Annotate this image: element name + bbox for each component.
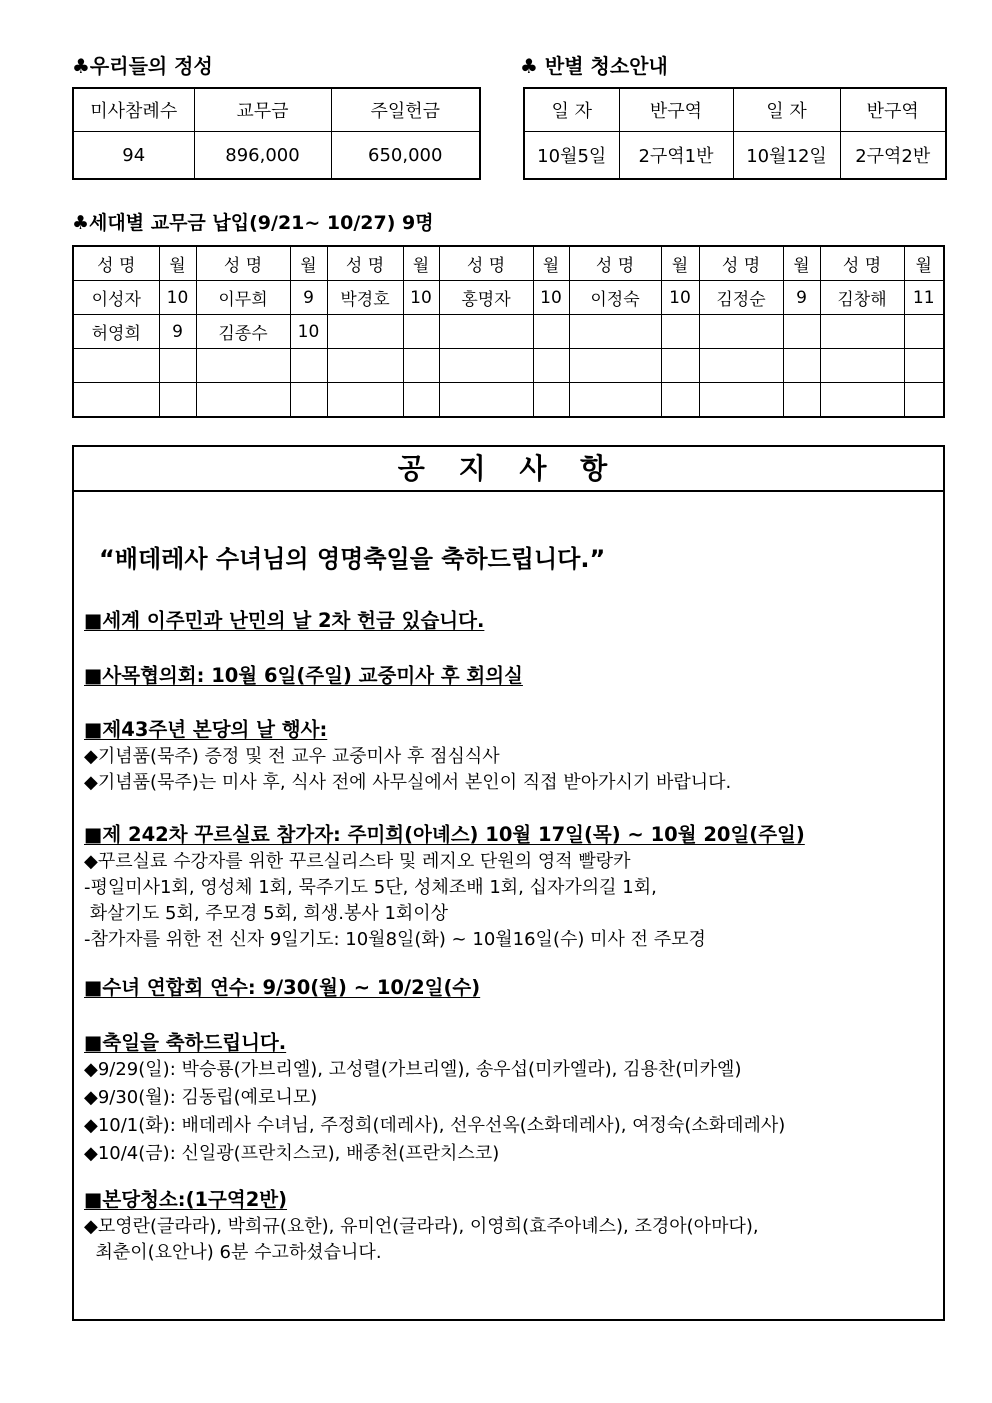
dues-header-month: 월 [661,246,699,281]
notice-item-heading: ■본당청소:(1구역2반) [84,1188,288,1211]
notice-item-line: ◆9/30(월): 김동립(예로니모) [84,1087,318,1108]
offering-table [72,87,481,180]
notice-item-line: ◆꾸르실료 수강자를 위한 꾸르실리스타 및 레지오 단원의 영적 빨랑카 [84,851,631,872]
dues-name-cell [196,349,290,383]
cleaning-value: 2구역2반 [840,132,946,180]
dues-month-cell: 9 [783,281,820,315]
dues-month-cell: 10 [661,281,699,315]
offering-value: 650,000 [331,132,480,180]
dues-month-cell [159,383,196,418]
dues-month-cell [533,349,569,383]
dues-name-cell [73,349,159,383]
dues-header-month: 월 [159,246,196,281]
dues-name-cell [699,349,783,383]
dues-table [72,245,945,418]
dues-name-cell [439,349,533,383]
dues-month-cell [661,349,699,383]
notice-item-line: 최춘이(요안나) 6분 수고하셨습니다. [84,1242,382,1263]
dues-month-cell: 9 [159,315,196,349]
notice-item-heading: ■세계 이주민과 난민의 날 2차 헌금 있습니다. [84,609,485,632]
cleaning-value: 10월5일 [524,132,619,180]
cleaning-value: 10월12일 [733,132,840,180]
dues-month-cell: 10 [403,281,439,315]
dues-row [73,315,944,349]
notice-box [72,445,945,1321]
notice-item-heading: ■사목협의회: 10월 6일(주일) 교중미사 후 회의실 [84,664,523,687]
dues-name-cell: 김정순 [699,281,783,315]
dues-month-cell [661,383,699,418]
dues-name-cell [569,383,661,418]
dues-month-cell [290,349,327,383]
dues-header-name: 성 명 [820,246,904,281]
dues-month-cell [904,315,944,349]
dues-header-name: 성 명 [196,246,290,281]
cleaning-header: 반구역 [619,88,733,132]
notice-item-line: ◆기념품(묵주)는 미사 후, 식사 전에 사무실에서 본인이 직접 받아가시기 바랍니다. [84,772,732,793]
dues-header-name: 성 명 [73,246,159,281]
dues-month-cell [661,315,699,349]
dues-name-cell: 이정숙 [569,281,661,315]
dues-month-cell: 10 [533,281,569,315]
dues-month-cell: 9 [290,281,327,315]
offering-title: ♣우리들의 정성 [72,54,213,78]
dues-month-cell [159,349,196,383]
cleaning-header: 반구역 [840,88,946,132]
cleaning-header: 일 자 [524,88,619,132]
dues-header-month: 월 [533,246,569,281]
dues-row [73,281,944,315]
notice-item-heading: ■축일을 축하드립니다. [84,1031,287,1054]
notice-item-line: ◆10/4(금): 신일광(프란치스코), 배종천(프란치스코) [84,1143,500,1164]
notice-item-line: -평일미사1회, 영성체 1회, 묵주기도 5단, 성체조배 1회, 십자가의길 1회, [84,877,657,898]
dues-month-cell [290,383,327,418]
dues-row [73,349,944,383]
dues-month-cell [904,383,944,418]
cleaning-title: ♣ 반별 청소안내 [520,54,668,78]
dues-header-name: 성 명 [699,246,783,281]
dues-name-cell: 김종수 [196,315,290,349]
dues-month-cell [403,383,439,418]
notice-item-line: ◆기념품(묵주) 증정 및 전 교우 교중미사 후 점심식사 [84,746,500,767]
dues-name-cell: 홍명자 [439,281,533,315]
dues-name-cell [439,315,533,349]
dues-name-cell: 박경호 [327,281,403,315]
dues-name-cell [569,349,661,383]
offering-value: 94 [73,132,194,180]
notice-quote: “배데레사 수녀님의 영명축일을 축하드립니다.” [99,545,606,573]
dues-name-cell: 이성자 [73,281,159,315]
dues-month-cell [904,349,944,383]
dues-header-name: 성 명 [569,246,661,281]
dues-name-cell [327,383,403,418]
notice-item-line: ◆10/1(화): 배데레사 수녀님, 주정희(데레사), 선우선옥(소화데레사), 여정숙(소화데레사) [84,1115,786,1136]
notice-item-heading: ■제43주년 본당의 날 행사: [84,718,328,741]
dues-name-cell [569,315,661,349]
dues-name-cell: 김창해 [820,281,904,315]
offering-value: 896,000 [194,132,331,180]
dues-month-cell [533,383,569,418]
dues-header-month: 월 [783,246,820,281]
dues-month-cell [783,349,820,383]
offering-header: 미사참례수 [73,88,194,132]
offering-header: 교무금 [194,88,331,132]
notice-title: 공 지 사 항 [74,447,943,492]
dues-month-cell [403,315,439,349]
dues-name-cell [699,383,783,418]
cleaning-header: 일 자 [733,88,840,132]
dues-name-cell [699,315,783,349]
cleaning-value: 2구역1반 [619,132,733,180]
dues-month-cell: 10 [159,281,196,315]
offering-header: 주일헌금 [331,88,480,132]
dues-header-month: 월 [403,246,439,281]
dues-row [73,383,944,418]
dues-name-cell [327,349,403,383]
dues-name-cell [196,383,290,418]
dues-name-cell: 이무희 [196,281,290,315]
notice-item-heading: ■제 242차 꾸르실료 참가자: 주미희(아녜스) 10월 17일(목) ~ 10월 20일(주일) [84,823,805,846]
dues-header-month: 월 [904,246,944,281]
dues-name-cell [820,315,904,349]
dues-month-cell [783,383,820,418]
dues-month-cell [403,349,439,383]
dues-title: ♣세대별 교무금 납입(9/21~ 10/27) 9명 [72,212,434,234]
dues-header-month: 월 [290,246,327,281]
notice-item-line: -참가자를 위한 전 신자 9일기도: 10월8일(화) ~ 10월16일(수) 미사 전 주모경 [84,929,706,950]
notice-item-heading: ■수녀 연합회 연수: 9/30(월) ~ 10/2일(수) [84,976,481,999]
dues-name-cell [439,383,533,418]
dues-month-cell: 11 [904,281,944,315]
dues-name-cell [820,383,904,418]
cleaning-table [523,87,947,180]
dues-name-cell [73,383,159,418]
dues-header-name: 성 명 [439,246,533,281]
dues-name-cell [327,315,403,349]
dues-header-name: 성 명 [327,246,403,281]
dues-name-cell [820,349,904,383]
notice-item-line: ◆모영란(글라라), 박희규(요한), 유미언(글라라), 이영희(효주아녜스), 조경아(아마다), [84,1216,759,1237]
dues-month-cell: 10 [290,315,327,349]
notice-item-line: 화살기도 5회, 주모경 5회, 희생.봉사 1회이상 [84,903,449,924]
notice-item-line: ◆9/29(일): 박승룡(가브리엘), 고성렬(가브리엘), 송우섭(미카엘라), 김용찬(미카엘) [84,1059,742,1080]
dues-name-cell: 허영희 [73,315,159,349]
dues-month-cell [533,315,569,349]
dues-month-cell [783,315,820,349]
